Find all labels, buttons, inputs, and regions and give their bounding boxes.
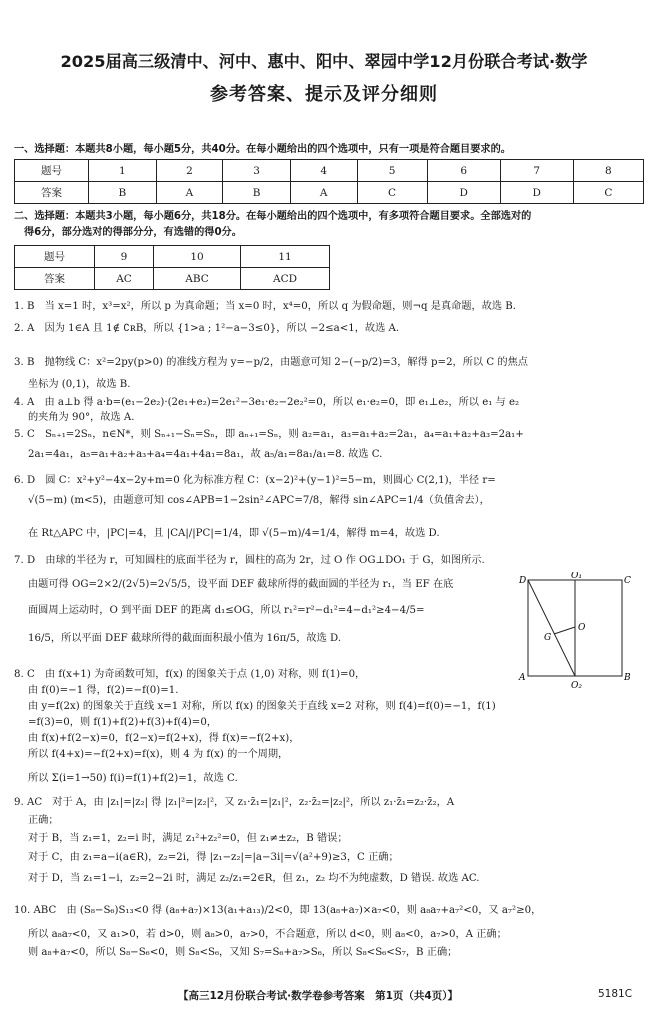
row-label: 答案 bbox=[15, 182, 89, 204]
solution-line: 8. C 由 f(x+1) 为奇函数可知，f(x) 的图象关于点 (1,0) 对称，则 f(1)=0， bbox=[14, 669, 366, 680]
solution-line: 2a₁=4a₁，a₅=a₁+a₂+a₃+a₄=4a₁+4a₁=8a₁，故 a₅/a₁=8a₁/a₁=8. 故选 C. bbox=[28, 449, 383, 460]
answer-cell: ABC bbox=[154, 268, 241, 290]
solution-line: 对于 B，当 z₁=1，z₂=i 时，满足 z₁²+z₂²=0，但 z₁≠±z₂，B 错误； bbox=[28, 833, 348, 844]
footer-code: 5181C bbox=[598, 988, 633, 1000]
solution-line: 16/5，所以平面 DEF 截球所得的截面面积最小值为 16π/5，故选 D. bbox=[28, 633, 342, 644]
solution-line: 的夹角为 90°，故选 A. bbox=[28, 412, 135, 423]
table-row bbox=[15, 268, 330, 290]
label-a: A bbox=[519, 673, 526, 683]
page-subtitle: 参考答案、提示及评分细则 bbox=[210, 84, 438, 105]
solution-line: 由 f(x)+f(2−x)=0，f(2−x)=f(2+x)，得 f(x)=−f(2+x)， bbox=[28, 733, 300, 744]
question-number: 7 bbox=[500, 160, 573, 182]
solution-line: 1. B 当 x=1 时，x³=x²，所以 p 为真命题；当 x=0 时，x⁴=0，所以 q 为假命题，则¬q 是真命题，故选 B. bbox=[14, 301, 517, 312]
section1-answer-table bbox=[14, 159, 644, 204]
label-o2: O₂ bbox=[571, 681, 582, 690]
question-number: 11 bbox=[241, 246, 330, 268]
row-label: 题号 bbox=[15, 246, 95, 268]
solution-line: 所以 Σ(i=1→50) f(i)=f(1)+f(2)=1，故选 C. bbox=[28, 773, 238, 784]
question-number: 1 bbox=[89, 160, 157, 182]
label-d: D bbox=[519, 576, 527, 586]
answer-cell: C bbox=[357, 182, 427, 204]
table-row bbox=[15, 246, 330, 268]
row-label: 答案 bbox=[15, 268, 95, 290]
answer-cell: A bbox=[290, 182, 357, 204]
label-g: G bbox=[544, 633, 552, 643]
section2-heading-line1: 二、选择题：本题共3小题，每小题6分，共18分。在每小题给出的四个选项中，有多项符合题目要求。全部选对的 bbox=[14, 211, 532, 222]
question-number: 10 bbox=[154, 246, 241, 268]
answer-cell: B bbox=[89, 182, 157, 204]
solution-line: 则 a₈+a₇<0，所以 S₈−S₆<0，则 S₈<S₆，又知 S₇=S₆+a₇>S₆，所以 S₈<S₆<S₇，B 正确； bbox=[28, 947, 458, 958]
solution-line: 9. AC 对于 A，由 |z₁|=|z₂| 得 |z₁|²=|z₂|²，又 z₁·z̄₁=|z₁|²，z₂·z̄₂=|z₂|²，所以 z₁·z̄₁=z₂·z̄₂，A bbox=[14, 797, 455, 808]
solution-line: 坐标为 (0,1)，故选 B. bbox=[28, 379, 131, 390]
solution-line: √(5−m) (m<5)，由题意可知 cos∠APB=1−2sin²∠APC=7/8，解得 sin∠APC=1/4（负值舍去）， bbox=[28, 495, 490, 506]
page-title: 2025届高三级清中、河中、惠中、阳中、翠园中学12月份联合考试·数学 bbox=[60, 52, 588, 71]
label-o1: O₁ bbox=[571, 572, 582, 581]
solution-line: 3. B 抛物线 C：x²=2py(p>0) 的准线方程为 y=−p/2，由题意可知 2−(−p/2)=3，解得 p=2，所以 C 的焦点 bbox=[14, 357, 528, 368]
solution-line: 由 y=f(2x) 的图象关于直线 x=1 对称，所以 f(x) 的图象关于直线 x=2 对称，则 f(4)=f(0)=−1，f(1) bbox=[28, 701, 496, 712]
question-number: 9 bbox=[95, 246, 154, 268]
label-b: B bbox=[624, 673, 631, 683]
solution-line: 4. A 由 a⊥b 得 a·b=(e₁−2e₂)·(2e₁+e₂)=2e₁²−3e₁·e₂−2e₂²=0，所以 e₁·e₂=0，即 e₁⊥e₂，所以 e₁ 与 e₂ bbox=[14, 397, 520, 408]
solution-line: 对于 C，由 z₁=a−i(a∈R)，z₂=2i，得 |z₁−z₂|=|a−3i|=√(a²+9)≥3，C 正确； bbox=[28, 852, 399, 863]
table-row bbox=[15, 182, 644, 204]
solution-line: 2. A 因为 1∈A 且 1∉ ∁ʀB，所以 {1>a ; 1²−a−3≤0}，所以 −2≤a<1，故选 A. bbox=[14, 323, 400, 334]
solution-line: 面圆周上运动时，O 到平面 DEF 的距离 d₁≤OG，所以 r₁²=r²−d₁²=4−d₁²≥4−4/5= bbox=[28, 605, 425, 616]
solution-line: 10. ABC 由 (S₈−S₆)S₁₃<0 得 (a₈+a₇)×13(a₁+a₁₃)/2<0，即 13(a₈+a₇)×a₇<0，则 a₈a₇+a₇²<0，又 a₇²≥0， bbox=[14, 905, 542, 916]
solution-line: =f(3)=0，则 f(1)+f(2)+f(3)+f(4)=0， bbox=[28, 717, 217, 728]
section2-heading-line2: 得6分，部分选对的得部分分，有选错的得0分。 bbox=[24, 227, 242, 238]
label-o: O bbox=[578, 623, 586, 633]
line-og bbox=[554, 627, 575, 634]
cylinder-sphere-diagram bbox=[514, 572, 634, 690]
row-label: 题号 bbox=[15, 160, 89, 182]
solution-line: 6. D 圆 C：x²+y²−4x−2y+m=0 化为标准方程 C：(x−2)²+(y−1)²=5−m，则圆心 C(2,1)，半径 r= bbox=[14, 475, 496, 486]
question-number: 5 bbox=[357, 160, 427, 182]
question-number: 3 bbox=[223, 160, 291, 182]
solution-line: 对于 D，当 z₁=1−i，z₂=2−2i 时，满足 z₂/z₁=2∈R，但 z₁，z₂ 均不为纯虚数，D 错误. 故选 AC. bbox=[28, 873, 480, 884]
solution-line: 7. D 由球的半径为 r，可知圆柱的底面半径为 r，圆柱的高为 2r，过 O 作 OG⊥DO₁ 于 G，如图所示. bbox=[14, 555, 485, 566]
line-do2 bbox=[528, 580, 575, 676]
solution-line: 由题可得 OG=2×2/(2√5)=2√5/5，设平面 DEF 截球所得的截面圆的半径为 r₁，当 EF 在底 bbox=[28, 579, 454, 590]
solution-line: 5. C Sₙ₊₁=2Sₙ，n∈N*，则 Sₙ₊₁−Sₙ=Sₙ，即 aₙ₊₁=Sₙ，则 a₂=a₁，a₃=a₁+a₂=2a₁，a₄=a₁+a₂+a₃=2a₁+ bbox=[14, 429, 524, 440]
answer-cell: AC bbox=[95, 268, 154, 290]
question-number: 8 bbox=[573, 160, 643, 182]
answer-cell: C bbox=[573, 182, 643, 204]
solution-line: 在 Rt△APC 中，|PC|=4，且 |CA|/|PC|=1/4，即 √(5−m)/4=1/4，解得 m=4，故选 D. bbox=[28, 528, 440, 539]
footer-text: 【高三12月份联合考试·数学卷参考答案 第1页（共4页）】 bbox=[178, 990, 458, 1002]
question-number: 4 bbox=[290, 160, 357, 182]
answer-cell: B bbox=[223, 182, 291, 204]
question-number: 6 bbox=[427, 160, 500, 182]
answer-cell: D bbox=[427, 182, 500, 204]
question-number: 2 bbox=[156, 160, 223, 182]
solution-line: 所以 a₈a₇<0，又 a₁>0，若 d>0，则 a₈>0，a₇>0，不合题意，所以 d<0，则 a₈<0，a₇>0，A 正确； bbox=[28, 929, 507, 940]
solution-line: 正确； bbox=[28, 815, 59, 826]
table-row bbox=[15, 160, 644, 182]
answer-cell: D bbox=[500, 182, 573, 204]
answer-cell: A bbox=[156, 182, 223, 204]
solution-line: 由 f(0)=−1 得，f(2)=−f(0)=1. bbox=[28, 685, 179, 696]
solution-line: 所以 f(4+x)=−f(2+x)=f(x)，则 4 为 f(x) 的一个周期， bbox=[28, 749, 289, 760]
answer-cell: ACD bbox=[241, 268, 330, 290]
section1-heading: 一、选择题：本题共8小题，每小题5分，共40分。在每小题给出的四个选项中，只有一项是符合题目要求的。 bbox=[14, 144, 511, 155]
label-c: C bbox=[624, 576, 631, 586]
section2-answer-table bbox=[14, 245, 330, 290]
